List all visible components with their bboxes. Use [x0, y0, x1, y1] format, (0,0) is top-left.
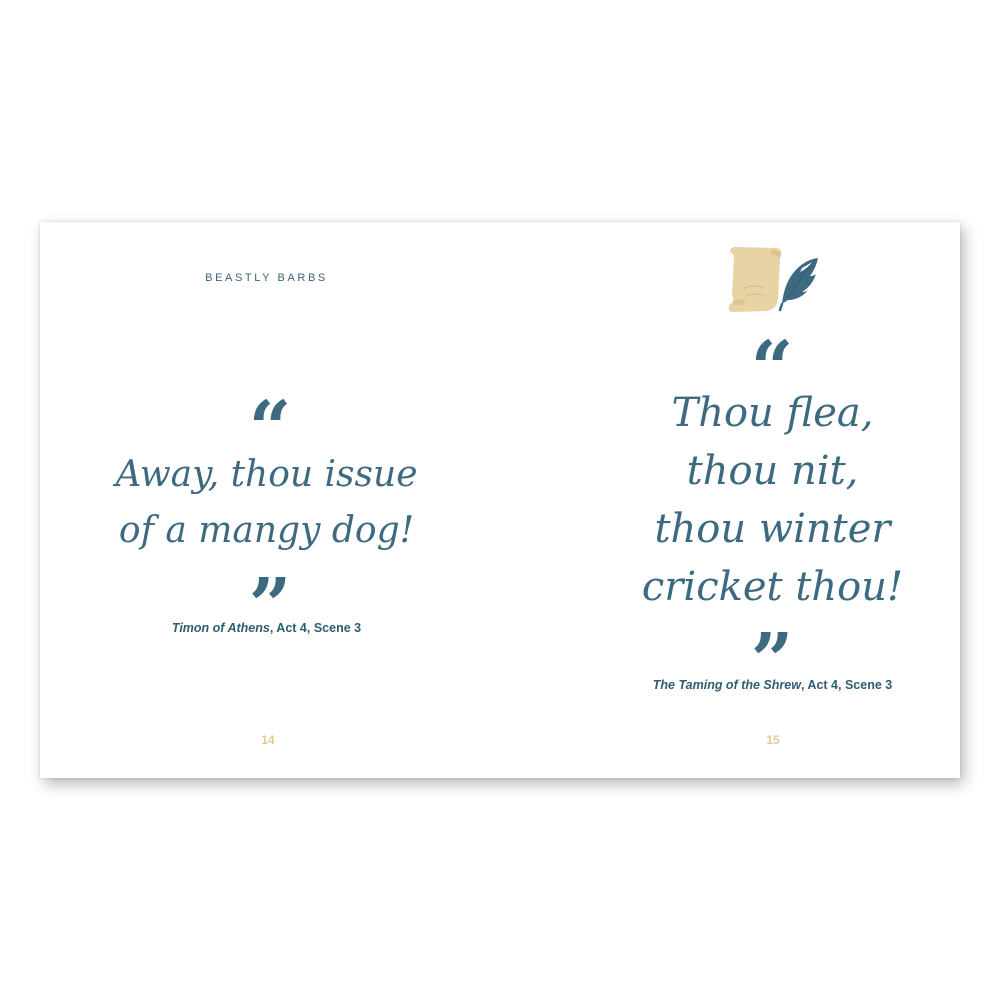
- quote-line: cricket thou!: [641, 564, 904, 610]
- close-quote-mark: ”: [248, 563, 292, 649]
- left-page: [40, 222, 500, 778]
- attribution: [40, 621, 493, 635]
- scroll-icon: [729, 247, 782, 312]
- open-quote-mark: “: [248, 386, 292, 472]
- work-title: The Taming of the Shrew: [652, 678, 801, 692]
- close-quote-mark: ”: [750, 618, 794, 704]
- scroll-and-quill-emblem: [724, 244, 824, 316]
- page-number: 14: [261, 733, 275, 747]
- quill-icon: [780, 258, 818, 310]
- book-spread: [40, 222, 960, 778]
- attribution: [500, 678, 1000, 692]
- quote-line: thou nit,: [686, 448, 859, 494]
- quote-line: thou winter: [654, 506, 891, 552]
- right-page: [500, 222, 960, 778]
- quote-text: [40, 447, 493, 559]
- running-head: BEASTLY BARBS: [205, 272, 328, 284]
- act-scene: , Act 4, Scene 3: [269, 621, 362, 635]
- work-title: Timon of Athens: [171, 621, 270, 635]
- quote-text: [500, 384, 1000, 616]
- quote-line: Thou flea,: [671, 390, 874, 436]
- page-number: 15: [766, 733, 780, 747]
- open-quote-mark: “: [750, 326, 794, 412]
- quote-line: Away, thou issue: [115, 454, 418, 495]
- act-scene: , Act 4, Scene 3: [800, 678, 893, 692]
- quote-line: of a mangy dog!: [118, 510, 415, 551]
